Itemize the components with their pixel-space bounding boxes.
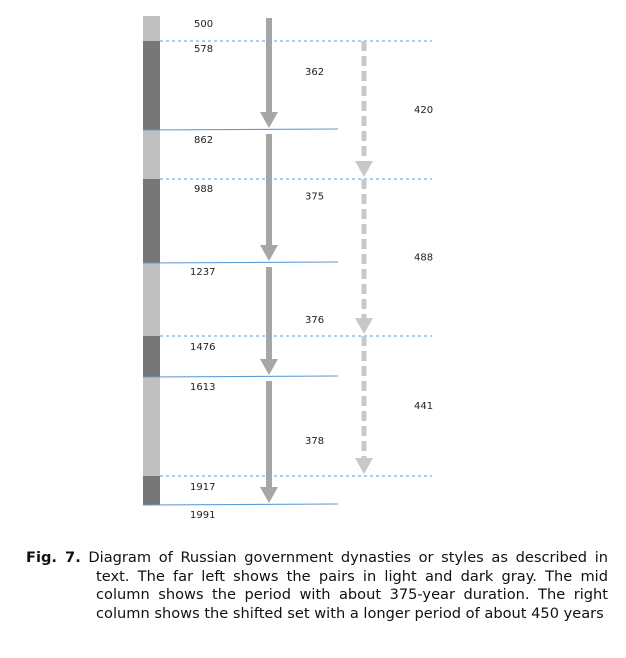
figure-caption-text: Diagram of Russian government dynasties or styles as described in text. The far left shows the pairs in light and dark gray. The mid column shows the period with about 375-year duration. The right column shows the shifted set with a longer period of about 450 years [88,549,609,622]
mid-period-duration-4: 378 [305,436,325,447]
mid-period-arrow-1-head [260,112,278,128]
mid-period-duration-1: 362 [305,67,325,78]
right-period-duration-1: 420 [414,105,434,116]
mid-period-duration-2: 375 [305,191,325,203]
figure-caption [26,549,608,623]
segment-light-3 [143,130,160,179]
solid-boundary-line-1991 [143,504,338,505]
right-period-arrow-3 [355,336,373,474]
right-period-arrow-2 [355,179,373,334]
segment-dark-8 [143,476,160,505]
mid-period-arrow-4 [260,381,278,503]
right-period-arrow-1 [355,41,373,177]
solid-boundary-line-862 [143,129,338,130]
solid-boundary-line-1613 [143,376,338,377]
segment-dark-4 [143,179,160,263]
year-label-1237: 1237 [190,267,216,278]
year-label-1613: 1613 [190,382,216,393]
segment-dark-2 [143,41,160,130]
segment-dark-6 [143,336,160,377]
mid-period-arrow-3-head [260,359,278,375]
right-period-duration-3: 441 [414,401,434,412]
mid-period-duration-3: 376 [305,315,325,326]
year-label-862: 862 [194,135,214,146]
segment-light-5 [143,263,160,336]
segment-light-1 [143,16,160,41]
right-period-arrow-1-head [355,161,373,177]
figure-label: Fig. 7. [26,549,81,566]
year-label-988: 988 [194,184,214,195]
mid-period-arrow-2-head [260,245,278,261]
year-label-578: 578 [194,44,214,55]
right-period-duration-2: 488 [414,252,434,264]
year-label-1476: 1476 [190,342,216,353]
mid-period-arrow-1 [260,18,278,128]
right-period-arrow-2-head [355,318,373,334]
year-label-1917: 1917 [190,482,216,493]
mid-period-arrow-2 [260,134,278,261]
segment-light-7 [143,377,160,476]
mid-period-arrow-4-head [260,487,278,503]
year-label-1991: 1991 [190,510,216,521]
mid-period-arrow-3 [260,267,278,375]
right-period-arrow-3-head [355,458,373,474]
solid-boundary-line-1237 [143,262,338,263]
year-label-500: 500 [194,19,214,30]
